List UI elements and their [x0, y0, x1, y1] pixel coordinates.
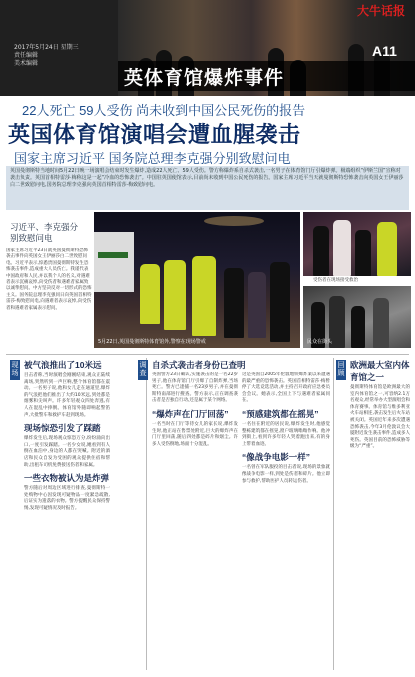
ambulance-shape	[94, 232, 134, 292]
paragraph: 警方随后对周边区域进行排查,曼彻斯特一处购物中心因发现可疑物品一度紧急疏散,后证实为遗落的衣物。警方提醒民众保持警惕,发现可疑情况及时报告。	[24, 486, 110, 511]
subhead: “爆炸声在门厅回荡”	[152, 408, 229, 419]
paragraph: 一名住在附近的居民说,爆炸发生时,他感觉整栋建筑都在摇晃,窗户玻璃嗡嗡作响。他冲到街上,看到许多年轻人哭着跑出来,有的身上带着血迹。	[242, 421, 330, 447]
main-photo-caption: 5月22日,英国曼彻斯特体育馆外,警察在现场警戒	[98, 339, 206, 345]
side-photo-caption: 受伤者在现场接受救治	[313, 278, 358, 283]
main-news-photo	[94, 212, 300, 348]
editor-line: 责任编辑	[14, 52, 39, 59]
street-photo-caption: 民众在街头	[307, 339, 333, 345]
section-tag-scene: 现场	[10, 360, 20, 380]
page-number: A11	[372, 43, 397, 59]
issue-date: 2017年5月24日 星期三	[14, 44, 79, 51]
condolence-text: 国家主席习近平23日就英国曼彻斯特恐怖袭击事件向英国女王伊丽莎白二世致慰问电。习近平表示,惊悉贵国曼彻斯特发生恐怖袭击事件,造成重大人员伤亡。我谨代表中国政府和人民,并以我个人的名义,对遇难者表示沉痛哀悼,向受伤者和遇难者家属致以诚挚慰问。中方坚决反对一切形式的恐怖主义。国务院总理李克强同日向英国首相特雷莎·梅致慰问电,向遇难者表示哀悼,向受伤者和遇难者家属表示慰问。	[6, 248, 92, 311]
subhead: 现场惊恐引发了踩踏	[24, 423, 101, 434]
section-tag-investigation: 调查	[138, 360, 148, 380]
lead-paragraph: 英国曼彻斯特当地时间5月22日晚一场演唱会结束时发生爆炸,造成22人死亡、59人受伤。警方称爆炸系自杀式袭击,一名男子在体育馆门厅引爆炸弹。极端组织“伊斯兰国”宣称对袭击负责。英国首相特雷莎·梅称这是一起“冷血的恐怖袭击”。中国驻英国使馆表示,目前尚未收到中国公民死伤的报告。国家主席习近平当天就曼彻斯特恐怖袭击向英国女王伊丽莎白二世致慰问电,国务院总理李克强向英国首相特雷莎·梅致慰问电。	[6, 166, 409, 210]
subhead: “预感建筑都在摇晃”	[242, 408, 319, 419]
column-divider	[333, 358, 334, 670]
side-photo-injured	[303, 212, 411, 276]
paragraph: 这是英国自2005年伦敦地铁爆炸案以来遭遇的最严重的恐怖袭击。英国首相特雷莎·梅暂停了大选竞选活动,并主持召开政府应急委员会会议。她表示,全国上下与遇难者家属同在。	[242, 372, 330, 404]
page-header	[0, 0, 415, 96]
subhead: 欧洲最大室内体育馆之一	[350, 360, 410, 382]
paragraph: 目击者称,当时演唱会刚刚结束,观众正陆续离场,突然听到一声巨响,整个体育馆都在震动。一名男子说,他和女儿走在通道里,爆炸的气浪把他们推出了大约10米远,到处都是烟雾和尖叫声。许多年轻观众四处奔逃,有人在混乱中摔倒。体育馆外随即响起警笛声,大批警车和救护车赶到现场。	[24, 373, 110, 418]
paragraph: 一名当时在门厅等待女儿的家长说,爆炸发生时,他正站在售票处附近,巨大的爆炸声在门厅里回荡,随后四处都是碎片和烟尘。许多人受伤倒地,场面十分混乱。	[152, 421, 238, 447]
paragraph: 曼彻斯特体育馆是欧洲最大的室内体育馆之一,可容纳2.1万名观众,经常举办大型演唱会和体育赛事。体育馆与维多利亚火车站相连,袭击发生后火车站被关闭。英国近年来多次遭遇恐怖袭击,今年3月伦敦议会大厦附近发生袭击事件,造成多人死伤。英国目前的恐怖威胁等级为“严重”。	[350, 385, 410, 450]
headline-kicker: 22人死亡 59人受伤 尚未收到中国公民死伤的报告	[22, 103, 306, 118]
section-banner-title: 英体育馆爆炸事件	[124, 67, 285, 89]
paragraph: 一名曾在军队服役的目击者说,现场的景象就像战争电影一样,到处是伤者和碎片。他立即参与救护,帮助医护人员转运伤者。	[242, 465, 330, 484]
main-headline: 英国体育馆演唱会遭血腥袭击	[8, 122, 301, 148]
column-review	[350, 356, 410, 670]
header-meta-panel	[0, 0, 118, 96]
subhead: 一些衣物被认为是炸弹	[24, 473, 110, 484]
section-divider	[6, 354, 409, 355]
column-title: 自杀式袭击者身份已查明	[152, 360, 246, 370]
column-scene	[24, 356, 110, 670]
photo-side-headline: 习近平、李克强分别致慰问电	[10, 222, 79, 243]
column-witness	[242, 372, 330, 670]
paragraph: 英国警方23日确认,实施袭击的是一名22岁男子,他在体育馆门厅引爆了自制炸弹,当场死亡。警方已逮捕一名23岁男子,并在曼彻斯特南部进行搜查。警方表示,正在调查袭击者是否独自行动,还是属于某个网络。	[152, 372, 238, 404]
newspaper-logo: 大牛话报	[357, 4, 406, 18]
column-investigation	[152, 372, 238, 670]
section-tag-review: 回顾	[336, 360, 346, 380]
subhead: 被气浪推出了10米远	[24, 360, 102, 370]
designer-line: 美术编辑	[14, 60, 39, 67]
side-photo-street	[303, 286, 411, 348]
paragraph: 爆炸发生后,现场观众惊恐万分,纷纷涌向出口,一度引发踩踏。一名少女说,她看到有人倒在血泊中,身边的人都在哭喊。附近的酒店和民众自发为受困的观众提供住宿和帮助,出租车司机免费接送伤者和家属。	[24, 436, 110, 468]
headline-subtitle: 国家主席习近平 国务院总理李克强分别致慰问电	[14, 151, 291, 166]
column-divider	[146, 358, 147, 670]
subhead: “像战争电影一样”	[242, 452, 311, 463]
